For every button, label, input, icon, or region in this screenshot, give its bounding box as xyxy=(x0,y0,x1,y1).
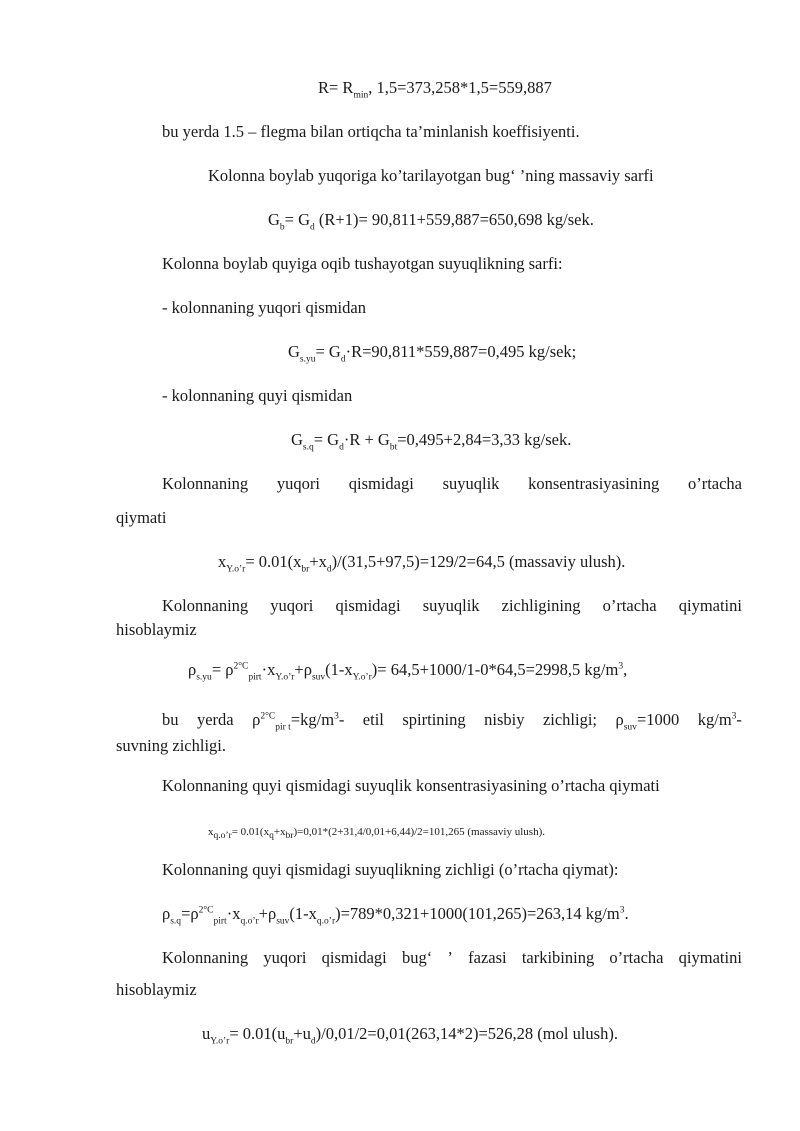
paragraph-line: Kolonna boylab quyiga oqib tushayotgan suyuqlikning sarfi: xyxy=(162,254,563,273)
paragraph-line-justified: bu yerda $\rho^{2^\circ C}_{pir t}=kg/m^3-$ etil spirtining nisbiy zichligi; $\rho_{suv}=1000$ $kg/m^3-$ xyxy=(162,710,742,733)
paragraph-line-justified: Kolonnaning yuqori qismidagi suyuqlik konsentrasiyasining o’rtacha xyxy=(162,474,742,493)
formula-top-density: $\rho_{s.yu}= \rho^{2^\circ C}_{pirt}\cdot x_{Y.o’r}+\rho_{suv}(1-x_{Y.o’r})= 64,5+1000/1-0*64,5=2998,5$ $kg/m^3$, xyxy=(188,660,628,683)
paragraph-line: Kolonnaning quyi qismidagi suyuqlik konsentrasiyasining o’rtacha qiymati xyxy=(162,776,660,795)
paragraph-line: - kolonnaning quyi qismidan xyxy=(162,386,353,405)
paragraph-line: - kolonnaning yuqori qismidan xyxy=(162,298,366,317)
paragraph-line: Kolonnaning quyi qismidagi suyuqlikning zichligi (o’rtacha qiymat): xyxy=(162,860,619,879)
paragraph-line: hisoblaymiz xyxy=(116,620,197,639)
paragraph-line-justified: Kolonnaning yuqori qismidagi bug‘ ’ fazasi tarkibining o’rtacha qiymatini xyxy=(162,948,742,967)
formula-liquid-flow-top: $G_{s.yu}= G_d\cdot R=90,811*559,887=0,495$ kg/sek; xyxy=(288,342,577,365)
formula-vapor-flow: $G_b= G_d$ (R+1)= 90,811+559,887=650,698 kg/sek. xyxy=(268,210,594,233)
paragraph-line: Kolonna boylab yuqoriga ko’tarilayotgan bug‘ ’ning massaviy sarfi xyxy=(208,166,654,185)
paragraph-line: hisoblaymiz xyxy=(116,980,197,999)
formula-bottom-concentration: $x_{q.o’r}= 0.01(x_q+x_{br})=0,01*(2+31,4/0,01+6,44)/2=101,265$ (massaviy ulush). xyxy=(208,826,545,842)
paragraph-line: suvning zichligi. xyxy=(116,736,226,755)
formula-reflux-ratio: $R= R_{min}$, 1,5=373,258*1,5=559,887 xyxy=(318,78,552,101)
formula-liquid-flow-bottom: $G_{s.q}= G_d\cdot R + G_{bt}=0,495+2,84=3,33$ kg/sek. xyxy=(291,430,572,453)
paragraph-line: qiymati xyxy=(116,508,167,527)
formula-bottom-density: $\rho_{s.q}=\rho^{2^\circ C}_{pirt}\cdot x_{q.o’r}+\rho_{suv}(1-x_{q.o’r})=789*0,321+1000(101,265)=263,14$ $kg/m^3$. xyxy=(162,904,629,927)
paragraph-line: bu yerda 1.5 – flegma bilan ortiqcha ta’minlanish koeffisiyenti. xyxy=(162,122,580,141)
formula-top-vapor-composition: $u_{Y.o’r}= 0.01(u_{br}+u_d)/0,01/2=0,01(263,14*2)=526,28$ (mol ulush). xyxy=(202,1024,618,1047)
paragraph-line-justified: Kolonnaning yuqori qismidagi suyuqlik zichligining o’rtacha qiymatini xyxy=(162,596,742,615)
formula-top-concentration: $x_{Y.o’r}= 0.01(x_{br}+x_d)/(31,5+97,5)=129/2=64,5$ (massaviy ulush). xyxy=(218,552,626,575)
